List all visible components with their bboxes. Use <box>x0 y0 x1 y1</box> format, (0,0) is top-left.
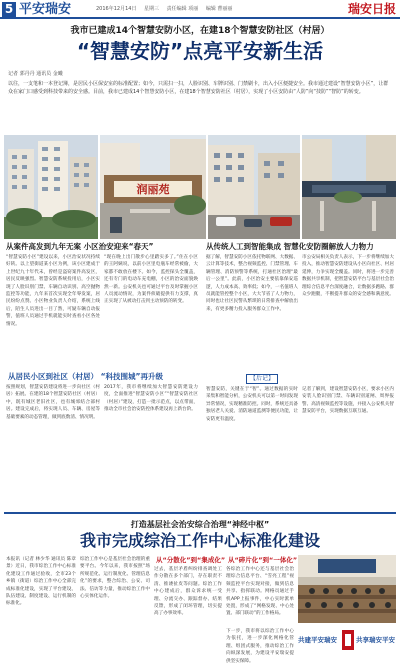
section-title: 平安瑞安 <box>19 2 72 17</box>
article1-column-7: 智慧安防，关键在于“智”。通过数据的实时采集和智能分析，公安机关可以第一时间发现异常情况，实现精准防控。同时，系统还具备独居老人关爱、消防通道监测等便民功能，让安防更有温度。 <box>206 387 298 422</box>
issue-designer: 编辑 曹丽丽 <box>205 6 233 12</box>
article1-headline: “智慧安防”点亮平安新生活 <box>76 39 324 63</box>
article2-column-5: 下一步，我市将以综治工作中心为依托，进一步深化网格化管理、组团式服务，推动综治工作向纵深发展，为建设平安瑞安提供坚实保障。 <box>226 629 294 664</box>
masthead <box>0 0 400 19</box>
issue-editor: 责任编辑 项丽 <box>166 6 199 12</box>
article2-headline: 我市完成综治工作中心标准化建设 <box>79 531 320 550</box>
photo-caption-right: 从传统人工到智能集成 智慧化安防圈解放人力物力 <box>206 242 374 251</box>
slogan-logo-left: 共建平安瑞安 <box>298 636 337 644</box>
article1-column-1: “智慧安防小区”建设以来，小区治安状况持续好转。以上望街道某小区为例，该小区建成于上世纪九十年代末，曾经是盗窃案件高发区，居民反映强烈。智慧安防系统投用后，小区实现了人脸识别门禁、车辆自动识别、高空抛物监控等功能，九年来首次实现全年零发案，居民纷纷点赞。小区物业负责人介绍，系统上线后，陌生人员进出一目了然，可疑车辆自动报警，值班人员通过手机就能实时查看小区各处情况。 <box>6 255 100 327</box>
article1-column-2: “现在晚上出门散步心里踏实多了。”住在小区的王阿姨说，以前小区里电瓶车经常被偷，大家都不敢放在楼下。如今，监控探头全覆盖，还有专门的电动车充电棚，小区的治安面貌焕然一新。公安机关也可通过平台及时掌握小区人员流动情况，为案件侦破提供有力支撑，真正实现了从被动打击到主动预防的转变。 <box>104 255 198 305</box>
article1-column-3: 据了解，智慧安防小区依托物联网、大数据、云计算等技术，整合视频监控、门禁管理、车辆管理、消防预警等系统，打通社区治理“最后一公里”。此前，小区治安主要依靠保安巡逻，人力成本高、效率低；如今，一名值班人员就能管控整个小区，大大节省了人力物力，同时也让社区民警从繁琐的日常排查中解放出来，有更多精力投入服务群众工作中。 <box>206 255 298 312</box>
photo-street-scene <box>208 135 300 239</box>
slogan-logo-right: 共享瑞安平安 <box>356 636 395 644</box>
svg-text:润丽苑: 润丽苑 <box>136 183 170 196</box>
slogan-logos <box>298 628 396 652</box>
photo-modern-entrance <box>302 135 396 239</box>
photo-caption-left: 从案件高发到九年无案 小区治安迎来“春天” <box>6 242 154 251</box>
photo-community-gate <box>100 135 206 239</box>
page-number: 5 <box>2 2 16 17</box>
article1-subhead: 从居民小区到社区（村居） “科技围城”再升级 <box>8 372 163 381</box>
article2-subhead-1: 从“分散化”到“集成化” <box>156 556 226 564</box>
issue-date: 2016年12月14日 <box>96 6 137 12</box>
article1-column-4: 市公安局相关负责人表示，下一步将继续加大投入，推动智慧安防建设从小区向社区、村居延伸，力争实现全覆盖。同时，将进一步完善数据共享机制，把智慧安防平台与基层社会治理综合信息平台深度融合，让数据多跑路、群众少跑腿，不断提升群众的安全感和满意度。 <box>302 255 394 298</box>
article1-column-6: 2017年，我市将继续加大智慧安防建设力度，全面推进“智慧安防小区”“智慧安防社区（村居）”建设，打造一批示范点，以点带面，推动全市社会治安防控体系建设再上新台阶。 <box>104 385 198 413</box>
article2-kicker: 打造基层社会治安综合治理“神经中枢” <box>130 520 270 529</box>
article2-column-1: 本报讯（记者 林少华 通讯员 陈章景）近日，我市综治工作中心标准化建设工作通过验收，全市23个乡镇（街道）综治工作中心全部完成标准化建设，实现了平台建设、队伍建设、制度建设、运行机制的标准化。 <box>6 557 76 607</box>
section-divider <box>4 512 396 514</box>
article2-column-4: 各综治工作中心还与基层社会治理综合信息平台、“雪亮工程”视频监控平台实现对接，做到信息共享、指挥联动。网格员通过手机APP上报事件，中心实时派单处置，形成了“网格发现、中心处置、部门联动”的工作格局。 <box>226 567 294 617</box>
issue-info <box>96 5 238 13</box>
article2-column-3: 过去，基层矛盾纠纷排查调处工作分散在多个部门，存在职责不清、推诿扯皮等问题。综治工作中心建成后，群众诉求统一受理、分流交办、跟踪督办、结果反馈，形成了闭环管理，切实提高了办事效率。 <box>154 567 222 617</box>
newspaper-brand-logo: 瑞安日报 <box>347 2 396 16</box>
article1-byline: 记者 郭丹丹 通讯员 金曦 <box>8 71 63 77</box>
issue-weekday: 星期三 <box>144 6 160 12</box>
article1-kicker: 我市已建成14个智慧安防小区，在建18个智慧安防社区（村居） <box>70 26 330 36</box>
article2-subhead-2: 从“碎片化”到“一体化” <box>228 556 298 564</box>
article1-column-5: 按照规划，智慧安防建设将进一步向社区（村居）拓展。在建的18个智慧安防社区（村居）中，既有城区老旧社区，也有城郊结合部村居。建设完成后，将实现人员、车辆、房屋等基础要素的动态管理，做到底数清、情况明。 <box>6 385 100 420</box>
article1-column-8: 记者了解到，建设智慧安防小区，要求小区内安装人脸识别门禁、车辆识别道闸、周界报警、高清视频监控等设施，并接入公安机关智慧安防平台，实现数据互联互通。 <box>302 387 394 415</box>
article2-column-2: 综治工作中心是基层社会治理的重要平台。今年以来，我市按照“场所规范化、运行制度化、管理信息化”的要求，整合综治、公安、司法、信访等力量，推动综治工作中心实体化运作。 <box>80 557 150 600</box>
article1-photo-strip <box>4 135 396 239</box>
photo-meeting-room <box>298 555 396 623</box>
photo-residential-buildings <box>4 135 98 239</box>
afterword-label: 【后记】 <box>246 374 278 384</box>
article1-lead: 以往，一支笔和一本登记簿，是居民小区保安室的标准配置；如今，只需扫一扫，人脸识别、车牌识别、门禁刷卡，出入小区便捷安全。我市通过建设“智慧安防小区”，让群众在家门口感受到科技带来的安全感。目前，我市已建成14个智慧安防小区，在建18个智慧安防社区（村居），实现了小区安防由“人防”向“技防”“智防”的转变。 <box>8 81 389 95</box>
slogan-emblem-icon <box>342 630 354 650</box>
